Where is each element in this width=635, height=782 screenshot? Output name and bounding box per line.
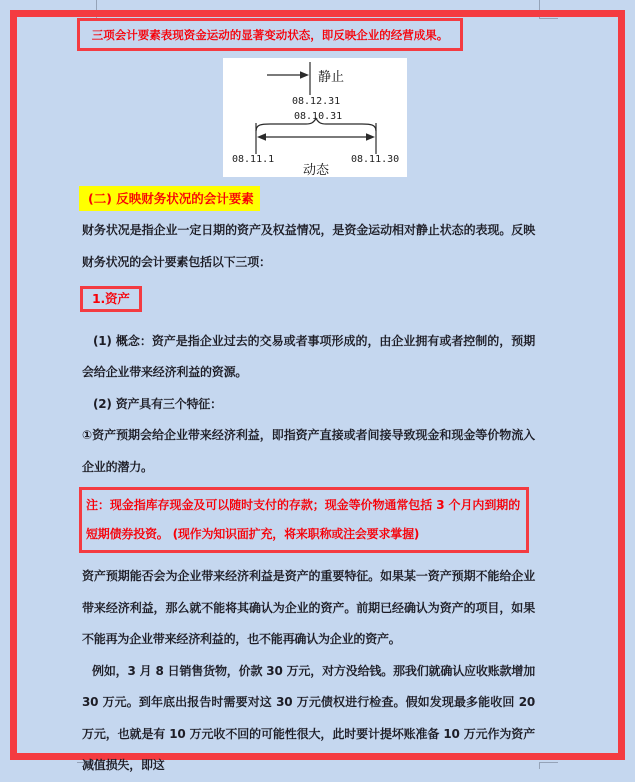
body-text	[82, 215, 535, 782]
static-label: 静止	[318, 70, 345, 85]
date-year-end: 08.12.31	[292, 96, 341, 107]
date-nov-end: 08.11.30	[351, 154, 400, 165]
dynamic-label: 动态	[303, 163, 330, 177]
paragraph-example: 例如，3 月 8 日销售货物，价款 30 万元，对方没给钱。那我们就确认应收账款增加 30 万元。到年底出报告时需要对这 30 万元债权进行检查。假如发现最多能收回 20 万元，也就是有 10 万元收不回的可能性很大，此时要计提坏账准备 10 万元作为资产减值损失，即这	[82, 663, 535, 772]
timeline-diagram-svg	[223, 58, 407, 177]
paragraph-importance: 资产预期能否会为企业带来经济利益是资产的重要特征。如果某一资产预期不能给企业带来经济利益，那么就不能将其确认为企业的资产。前期已经确认为资产的项目，如果不能再为企业带来经济利益的，也不能再确认为企业的资产。	[82, 569, 535, 646]
period-arrowhead-left-icon	[257, 133, 266, 141]
section-heading: (二) 反映财务状况的会计要素	[79, 186, 260, 211]
paragraph-concept: (1) 概念：资产是指企业过去的交易或者事项形成的，由企业拥有或者控制的，预期会给企业带来经济利益的资源。	[82, 333, 535, 379]
crop-mark-bottom-right	[539, 762, 558, 763]
paragraph-intro: 财务状况是指企业一定日期的资产及权益情况，是资金运动相对静止状态的表现。反映财务状况的会计要素包括以下三项：	[82, 223, 535, 269]
period-arrowhead-right-icon	[366, 133, 375, 141]
note-text: 注：现金指库存现金及可以随时支付的存款；现金等价物通常包括 3 个月内到期的短期债券投资。 (现作为知识面扩充，将来职称或注会要求掌握)	[86, 498, 520, 541]
note-box	[79, 487, 529, 553]
paragraph-feature1: ①资产预期会给企业带来经济利益，即指资产直接或者间接导致现金和现金等价物流入企业的潜力。	[82, 428, 535, 474]
date-nov-start: 08.11.1	[232, 154, 275, 165]
static-arrowhead-icon	[300, 71, 309, 79]
summary-callout-text: 三项会计要素表现资金运动的显著变动状态，即反映企业的经营成果。	[91, 27, 449, 42]
date-oct-end: 08.10.31	[294, 111, 343, 122]
timeline-diagram	[223, 58, 407, 177]
summary-callout	[77, 18, 463, 51]
asset-heading-box	[80, 286, 142, 312]
crop-mark-bottom-right-arm	[539, 762, 540, 769]
paragraph-features-heading: (2) 资产具有三个特征：	[93, 396, 222, 411]
asset-heading-text: 1.资产	[92, 291, 130, 306]
